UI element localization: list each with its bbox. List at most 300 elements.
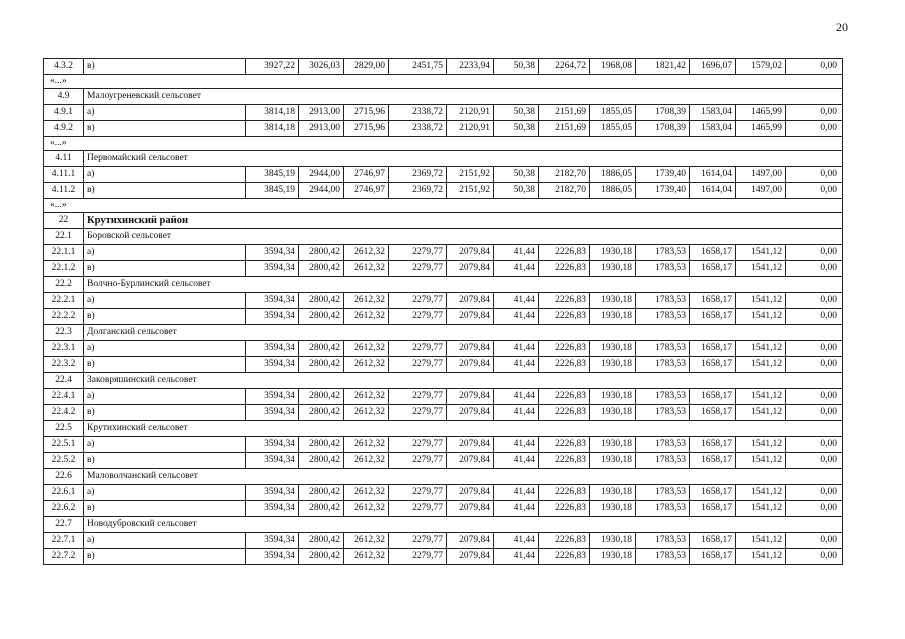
value-cell: 41,44 [494,549,539,565]
value-cell: 1658,17 [690,293,736,309]
value-cell: 2800,42 [299,437,344,453]
table-row [44,245,843,261]
value-cell: 1930,18 [590,293,636,309]
district-row [44,213,843,229]
page-number: 20 [836,20,848,34]
value-cell: 3594,34 [246,437,299,453]
ellipsis-row [44,199,843,213]
value-cell: 2746,97 [344,167,389,183]
value-cell: 2233,94 [447,59,494,75]
value-cell: 1886,05 [590,167,636,183]
row-code: 4.9 [44,89,84,105]
row-code: 22.1.1 [44,245,84,261]
value-cell: 3594,34 [246,501,299,517]
value-cell: 1541,12 [736,341,786,357]
council-name: Заковряшинский сельсовет [84,373,843,389]
value-cell: 1658,17 [690,453,736,469]
row-code: 22.5 [44,421,84,437]
table-row [44,293,843,309]
council-name: Волчно-Бурлинский сельсовет [84,277,843,293]
council-row [44,325,843,341]
row-code: 22.6 [44,469,84,485]
value-cell: 1930,18 [590,389,636,405]
value-cell: 3814,18 [246,121,299,137]
value-cell: 2829,00 [344,59,389,75]
value-cell: 50,38 [494,183,539,199]
row-code: 22.7 [44,517,84,533]
value-cell: 2226,83 [539,453,590,469]
row-label: в) [84,357,246,373]
value-cell: 2226,83 [539,485,590,501]
value-cell: 2612,32 [344,549,389,565]
value-cell: 1658,17 [690,341,736,357]
value-cell: 3594,34 [246,293,299,309]
table-row [44,533,843,549]
row-code: 22.4 [44,373,84,389]
value-cell: 3594,34 [246,357,299,373]
value-cell: 2279,77 [389,341,447,357]
district-name: Крутихинский район [84,213,843,229]
value-cell: 2226,83 [539,389,590,405]
value-cell: 41,44 [494,501,539,517]
value-cell: 2079,84 [447,293,494,309]
row-code: 4.11.1 [44,167,84,183]
council-name: Новодубровский сельсовет [84,517,843,533]
row-code: 22.6.1 [44,485,84,501]
value-cell: 0,00 [786,293,843,309]
row-code: 4.11 [44,151,84,167]
table-row [44,59,843,75]
value-cell: 3814,18 [246,105,299,121]
value-cell: 1541,12 [736,485,786,501]
value-cell: 1739,40 [636,167,690,183]
value-cell: 2079,84 [447,453,494,469]
value-cell: 2151,92 [447,183,494,199]
table-row [44,261,843,277]
value-cell: 2800,42 [299,501,344,517]
value-cell: 1783,53 [636,261,690,277]
table-row [44,183,843,199]
council-name: Долганский сельсовет [84,325,843,341]
value-cell: 3594,34 [246,245,299,261]
row-label: а) [84,485,246,501]
value-cell: 2279,77 [389,389,447,405]
value-cell: 1930,18 [590,501,636,517]
value-cell: 2279,77 [389,501,447,517]
value-cell: 3594,34 [246,485,299,501]
value-cell: 2612,32 [344,341,389,357]
row-code: 22.2.1 [44,293,84,309]
value-cell: 41,44 [494,405,539,421]
table-row [44,549,843,565]
value-cell: 2612,32 [344,405,389,421]
council-name: Маловолчанский сельсовет [84,469,843,485]
value-cell: 1783,53 [636,357,690,373]
value-cell: 2079,84 [447,245,494,261]
value-cell: 1465,99 [736,105,786,121]
value-cell: 0,00 [786,105,843,121]
value-cell: 2800,42 [299,453,344,469]
table-row [44,437,843,453]
value-cell: 2226,83 [539,405,590,421]
row-label: в) [84,309,246,325]
value-cell: 1658,17 [690,533,736,549]
row-label: в) [84,453,246,469]
value-cell: 2715,96 [344,121,389,137]
value-cell: 1696,07 [690,59,736,75]
value-cell: 1541,12 [736,261,786,277]
value-cell: 1930,18 [590,261,636,277]
value-cell: 1583,04 [690,105,736,121]
value-cell: 2079,84 [447,501,494,517]
value-cell: 0,00 [786,245,843,261]
value-cell: 41,44 [494,485,539,501]
value-cell: 1783,53 [636,485,690,501]
value-cell: 2612,32 [344,357,389,373]
row-code: 4.9.1 [44,105,84,121]
row-label: в) [84,501,246,517]
value-cell: 2151,69 [539,121,590,137]
value-cell: 2612,32 [344,485,389,501]
value-cell: 0,00 [786,405,843,421]
row-code: 22.7.2 [44,549,84,565]
value-cell: 2079,84 [447,405,494,421]
row-code: 22.3.1 [44,341,84,357]
value-cell: 2226,83 [539,501,590,517]
value-cell: 1658,17 [690,245,736,261]
value-cell: 1930,18 [590,453,636,469]
value-cell: 2279,77 [389,437,447,453]
value-cell: 1541,12 [736,309,786,325]
value-cell: 0,00 [786,183,843,199]
value-cell: 0,00 [786,167,843,183]
ellipsis-cell: «...» [44,199,843,213]
row-label: а) [84,533,246,549]
value-cell: 1708,39 [636,121,690,137]
value-cell: 2279,77 [389,357,447,373]
value-cell: 1783,53 [636,549,690,565]
value-cell: 1497,00 [736,167,786,183]
ellipsis-cell: «...» [44,75,843,89]
value-cell: 2800,42 [299,261,344,277]
value-cell: 3594,34 [246,261,299,277]
value-cell: 1930,18 [590,341,636,357]
value-cell: 1465,99 [736,121,786,137]
value-cell: 1783,53 [636,437,690,453]
row-code: 22.4.2 [44,405,84,421]
value-cell: 1541,12 [736,293,786,309]
value-cell: 2182,70 [539,167,590,183]
value-cell: 1930,18 [590,549,636,565]
value-cell: 1930,18 [590,485,636,501]
value-cell: 2079,84 [447,533,494,549]
value-cell: 1541,12 [736,245,786,261]
value-cell: 2800,42 [299,293,344,309]
council-row [44,373,843,389]
row-label: в) [84,261,246,277]
value-cell: 2279,77 [389,309,447,325]
value-cell: 1497,00 [736,183,786,199]
value-cell: 2279,77 [389,533,447,549]
value-cell: 1541,12 [736,405,786,421]
value-cell: 2451,75 [389,59,447,75]
council-row [44,421,843,437]
value-cell: 2079,84 [447,309,494,325]
table-row [44,167,843,183]
row-code: 4.9.2 [44,121,84,137]
row-code: 22.4.1 [44,389,84,405]
value-cell: 1541,12 [736,549,786,565]
council-row [44,469,843,485]
value-cell: 1658,17 [690,437,736,453]
value-cell: 3927,22 [246,59,299,75]
table-row [44,105,843,121]
value-cell: 41,44 [494,389,539,405]
value-cell: 1930,18 [590,437,636,453]
ellipsis-row [44,75,843,89]
row-label: а) [84,293,246,309]
value-cell: 2279,77 [389,245,447,261]
council-row [44,277,843,293]
value-cell: 2120,91 [447,105,494,121]
value-cell: 1541,12 [736,389,786,405]
value-cell: 2944,00 [299,183,344,199]
value-cell: 1886,05 [590,183,636,199]
council-name: Боровской сельсовет [84,229,843,245]
value-cell: 3594,34 [246,453,299,469]
ellipsis-cell: «...» [44,137,843,151]
value-cell: 2079,84 [447,357,494,373]
value-cell: 2079,84 [447,389,494,405]
row-code: 4.11.2 [44,183,84,199]
value-cell: 41,44 [494,309,539,325]
value-cell: 1783,53 [636,501,690,517]
row-label: а) [84,341,246,357]
row-code: 22.3 [44,325,84,341]
value-cell: 2151,69 [539,105,590,121]
tariff-table [43,58,843,565]
value-cell: 3594,34 [246,549,299,565]
value-cell: 3594,34 [246,389,299,405]
value-cell: 1614,04 [690,183,736,199]
value-cell: 0,00 [786,501,843,517]
value-cell: 41,44 [494,245,539,261]
value-cell: 2264,72 [539,59,590,75]
council-name: Малоугреневский сельсовет [84,89,843,105]
value-cell: 41,44 [494,453,539,469]
value-cell: 2800,42 [299,357,344,373]
value-cell: 1930,18 [590,245,636,261]
table-row [44,405,843,421]
value-cell: 0,00 [786,549,843,565]
value-cell: 1541,12 [736,437,786,453]
value-cell: 41,44 [494,341,539,357]
council-row [44,151,843,167]
value-cell: 2612,32 [344,437,389,453]
value-cell: 50,38 [494,121,539,137]
value-cell: 2800,42 [299,405,344,421]
row-code: 22.5.1 [44,437,84,453]
value-cell: 3845,19 [246,183,299,199]
value-cell: 50,38 [494,59,539,75]
value-cell: 2151,92 [447,167,494,183]
council-row [44,89,843,105]
value-cell: 3594,34 [246,309,299,325]
value-cell: 2279,77 [389,485,447,501]
value-cell: 3026,03 [299,59,344,75]
value-cell: 2226,83 [539,533,590,549]
value-cell: 2079,84 [447,485,494,501]
value-cell: 1855,05 [590,105,636,121]
value-cell: 1783,53 [636,341,690,357]
value-cell: 0,00 [786,121,843,137]
value-cell: 3845,19 [246,167,299,183]
table-row [44,453,843,469]
row-code: 22.2 [44,277,84,293]
value-cell: 1930,18 [590,405,636,421]
value-cell: 2746,97 [344,183,389,199]
value-cell: 2279,77 [389,293,447,309]
value-cell: 41,44 [494,293,539,309]
value-cell: 41,44 [494,437,539,453]
value-cell: 2226,83 [539,437,590,453]
value-cell: 1783,53 [636,533,690,549]
value-cell: 0,00 [786,485,843,501]
row-label: а) [84,437,246,453]
row-code: 22.6.2 [44,501,84,517]
table-row [44,357,843,373]
row-code: 22.7.1 [44,533,84,549]
value-cell: 0,00 [786,453,843,469]
value-cell: 2612,32 [344,533,389,549]
value-cell: 1783,53 [636,405,690,421]
row-code: 4.3.2 [44,59,84,75]
value-cell: 1541,12 [736,453,786,469]
value-cell: 1614,04 [690,167,736,183]
value-cell: 1658,17 [690,357,736,373]
row-label: а) [84,167,246,183]
value-cell: 3594,34 [246,341,299,357]
value-cell: 1855,05 [590,121,636,137]
council-row [44,517,843,533]
value-cell: 2226,83 [539,293,590,309]
council-name: Крутихинский сельсовет [84,421,843,437]
row-label: в) [84,549,246,565]
value-cell: 2226,83 [539,261,590,277]
value-cell: 2913,00 [299,121,344,137]
row-label: в) [84,59,246,75]
value-cell: 1783,53 [636,245,690,261]
value-cell: 0,00 [786,389,843,405]
value-cell: 2715,96 [344,105,389,121]
value-cell: 2226,83 [539,245,590,261]
value-cell: 1658,17 [690,549,736,565]
value-cell: 2079,84 [447,437,494,453]
value-cell: 2612,32 [344,245,389,261]
value-cell: 1579,02 [736,59,786,75]
row-code: 22.1.2 [44,261,84,277]
table-row [44,389,843,405]
value-cell: 2120,91 [447,121,494,137]
value-cell: 1821,42 [636,59,690,75]
value-cell: 0,00 [786,59,843,75]
value-cell: 2279,77 [389,453,447,469]
table-row [44,341,843,357]
value-cell: 41,44 [494,357,539,373]
value-cell: 2369,72 [389,167,447,183]
value-cell: 0,00 [786,261,843,277]
row-label: в) [84,121,246,137]
value-cell: 0,00 [786,341,843,357]
value-cell: 1583,04 [690,121,736,137]
value-cell: 2182,70 [539,183,590,199]
table-row [44,485,843,501]
value-cell: 1739,40 [636,183,690,199]
value-cell: 2079,84 [447,261,494,277]
value-cell: 2800,42 [299,533,344,549]
row-label: а) [84,245,246,261]
value-cell: 2612,32 [344,309,389,325]
value-cell: 2612,32 [344,261,389,277]
value-cell: 1658,17 [690,405,736,421]
value-cell: 2800,42 [299,341,344,357]
value-cell: 1783,53 [636,389,690,405]
value-cell: 41,44 [494,261,539,277]
value-cell: 2279,77 [389,405,447,421]
value-cell: 2079,84 [447,341,494,357]
value-cell: 2913,00 [299,105,344,121]
row-label: а) [84,389,246,405]
value-cell: 2279,77 [389,261,447,277]
value-cell: 2369,72 [389,183,447,199]
value-cell: 2800,42 [299,485,344,501]
value-cell: 1658,17 [690,485,736,501]
value-cell: 3594,34 [246,405,299,421]
value-cell: 2226,83 [539,341,590,357]
row-code: 22.1 [44,229,84,245]
row-code: 22.3.2 [44,357,84,373]
value-cell: 41,44 [494,533,539,549]
value-cell: 2279,77 [389,549,447,565]
value-cell: 1783,53 [636,309,690,325]
value-cell: 1783,53 [636,453,690,469]
value-cell: 0,00 [786,309,843,325]
table-row [44,309,843,325]
value-cell: 2338,72 [389,105,447,121]
value-cell: 1658,17 [690,309,736,325]
value-cell: 1708,39 [636,105,690,121]
value-cell: 1541,12 [736,533,786,549]
value-cell: 50,38 [494,167,539,183]
row-code: 22.2.2 [44,309,84,325]
table-row [44,501,843,517]
row-label: а) [84,105,246,121]
value-cell: 1930,18 [590,357,636,373]
row-label: в) [84,405,246,421]
value-cell: 2079,84 [447,549,494,565]
row-code: 22 [44,213,84,229]
value-cell: 1930,18 [590,309,636,325]
value-cell: 1930,18 [590,533,636,549]
value-cell: 50,38 [494,105,539,121]
value-cell: 2612,32 [344,293,389,309]
table-body [44,59,843,565]
value-cell: 2612,32 [344,389,389,405]
value-cell: 2226,83 [539,549,590,565]
council-name: Первомайский сельсовет [84,151,843,167]
value-cell: 2800,42 [299,245,344,261]
value-cell: 1541,12 [736,357,786,373]
